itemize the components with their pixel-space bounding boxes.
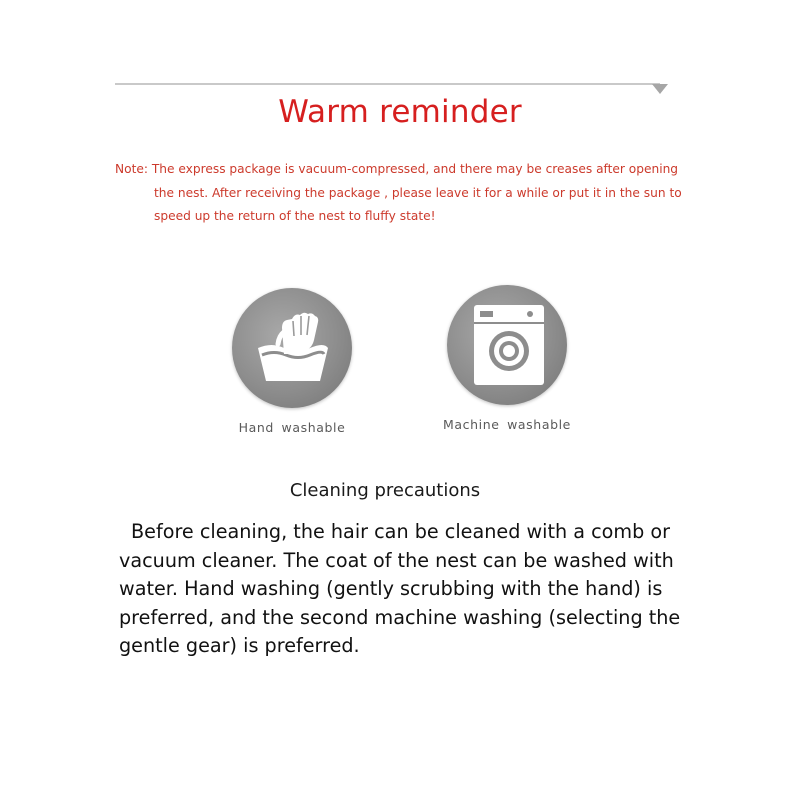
page-title: Warm reminder — [278, 94, 522, 130]
note-line: the nest. After receiving the package , please leave it for a while or put it in the sun to — [154, 185, 682, 200]
top-divider — [115, 83, 660, 85]
cleaning-paragraph — [119, 518, 719, 661]
note-paragraph — [115, 158, 695, 229]
hand-washable-item — [202, 288, 382, 435]
cleaning-line: Before cleaning, the hair can be cleaned with a comb or — [131, 520, 671, 543]
cleaning-heading: Cleaning precautions — [289, 480, 481, 501]
machine-washable-item — [417, 285, 597, 432]
cleaning-line: preferred, and the second machine washing (selecting the — [119, 605, 681, 629]
cleaning-line: gentle gear) is preferred. — [119, 634, 360, 657]
note-line: speed up the return of the nest to fluffy state! — [154, 209, 436, 223]
cleaning-line: water. Hand washing (gently scrubbing with the hand) is — [119, 577, 663, 600]
hand-wash-icon — [232, 288, 352, 408]
machine-washable-label: Machine washable — [443, 417, 571, 432]
note-line: Note: The express package is vacuum-compressed, and there may be creases after opening — [115, 162, 679, 176]
cleaning-line: vacuum cleaner. The coat of the nest can be washed with — [119, 548, 674, 572]
hand-washable-label: Hand washable — [238, 420, 346, 435]
washing-machine-icon — [447, 285, 567, 405]
